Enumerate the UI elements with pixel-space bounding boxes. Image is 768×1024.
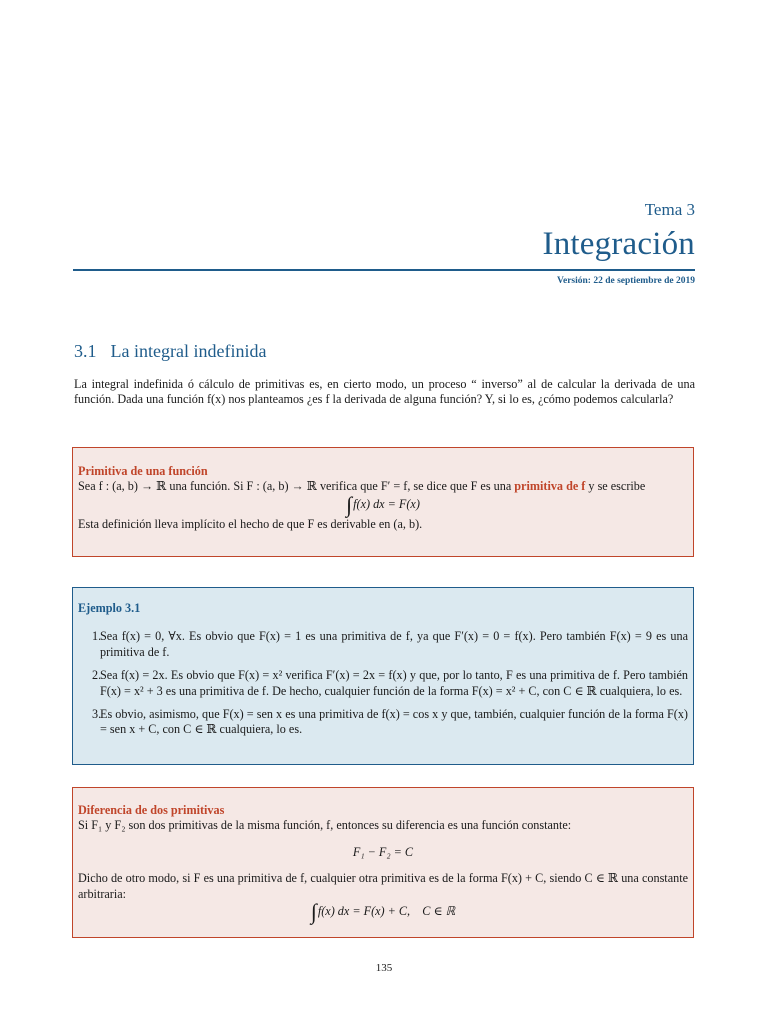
difference-formula-1: [78, 845, 688, 860]
example-item: [78, 707, 688, 738]
difference-formula-1-body: F₁ − F₂ = C: [352, 844, 414, 859]
example-item: [78, 668, 688, 699]
definition-text: [78, 479, 688, 494]
chapter-label: Tema 3: [644, 200, 695, 219]
example-item-number: 3.: [92, 707, 102, 722]
example-item-text: Es obvio, asimismo, que F(x) = sen x es una primitiva de f(x) = cos x y que, también, cualquier función de la forma F(x) = sen x + C, con C ∈ ℝ cualquiera, lo es.: [100, 707, 688, 737]
section-title: La integral indefinida: [110, 341, 267, 361]
definition-formula-body: f(x) dx = F(x): [353, 496, 420, 511]
intro-paragraph: La integral indefinida ó cálculo de primitivas es, en cierto modo, un proceso “ inverso” al de calcular la derivada de una función. Dada una función f(x) nos planteamos ¿es f la derivada de alguna función? Y, si lo es, ¿cómo podemos calcularla?: [74, 377, 695, 407]
difference-box: [72, 787, 694, 938]
section-heading: [74, 341, 266, 362]
definition-text-a: Sea f : (a, b) → ℝ una función. Si F : (a, b) → ℝ verifica que F′ = f, se dice que F es una: [78, 479, 512, 494]
definition-note: Esta definición lleva implícito el hecho de que F es derivable en (a, b).: [78, 517, 423, 532]
example-item: [78, 629, 688, 660]
example-heading: Ejemplo 3.1: [78, 601, 141, 615]
example-box: [72, 587, 694, 765]
definition-heading: Primitiva de una función: [78, 464, 208, 478]
difference-text-1: Si F₁ y F₂ son dos primitivas de la misma función, f, entonces su diferencia es una función constante:: [78, 818, 572, 833]
example-list: [78, 629, 688, 737]
page-number: 135: [375, 962, 393, 974]
definition-text-b: y se escribe: [588, 479, 646, 494]
section-number: 3.1: [74, 341, 97, 361]
difference-heading: Diferencia de dos primitivas: [78, 803, 225, 817]
example-item-text: Sea f(x) = 2x. Es obvio que F(x) = x² verifica F′(x) = 2x = f(x) y que, por lo tanto, F es una primitiva de f. Pero también F(x) = x² + 3 es una primitiva de f. De hecho, cualquier función de la forma F(x) = x² + C, con C ∈ ℝ cualquiera, lo es.: [100, 668, 688, 698]
difference-formula-2-body: f(x) dx = F(x) + C, C ∈ ℝ: [317, 904, 456, 919]
example-item-number: 1.: [92, 629, 102, 644]
example-item-number: 2.: [92, 668, 102, 683]
example-item-text: Sea f(x) = 0, ∀x. Es obvio que F(x) = 1 es una primitiva de f, ya que F′(x) = 0 = f(x). Pero también F(x) = 9 es una primitiva de f.: [100, 629, 688, 659]
chapter-title: Integración: [542, 226, 695, 262]
difference-text-2: Dicho de otro modo, si F es una primitiva de f, cualquier otra primitiva es de la forma F(x) + C, siendo C ∈ ℝ una constante arbitraria:: [78, 871, 688, 901]
definition-box: [72, 447, 694, 557]
title-rule: [73, 269, 695, 271]
definition-formula: [78, 491, 688, 517]
difference-formula-2: [78, 899, 688, 925]
integral-sign: ∫: [346, 491, 353, 517]
version-line: Versión: 22 de septiembre de 2019: [556, 276, 695, 286]
integral-sign: ∫: [310, 899, 317, 925]
primitive-highlight: primitiva de f: [514, 479, 586, 494]
